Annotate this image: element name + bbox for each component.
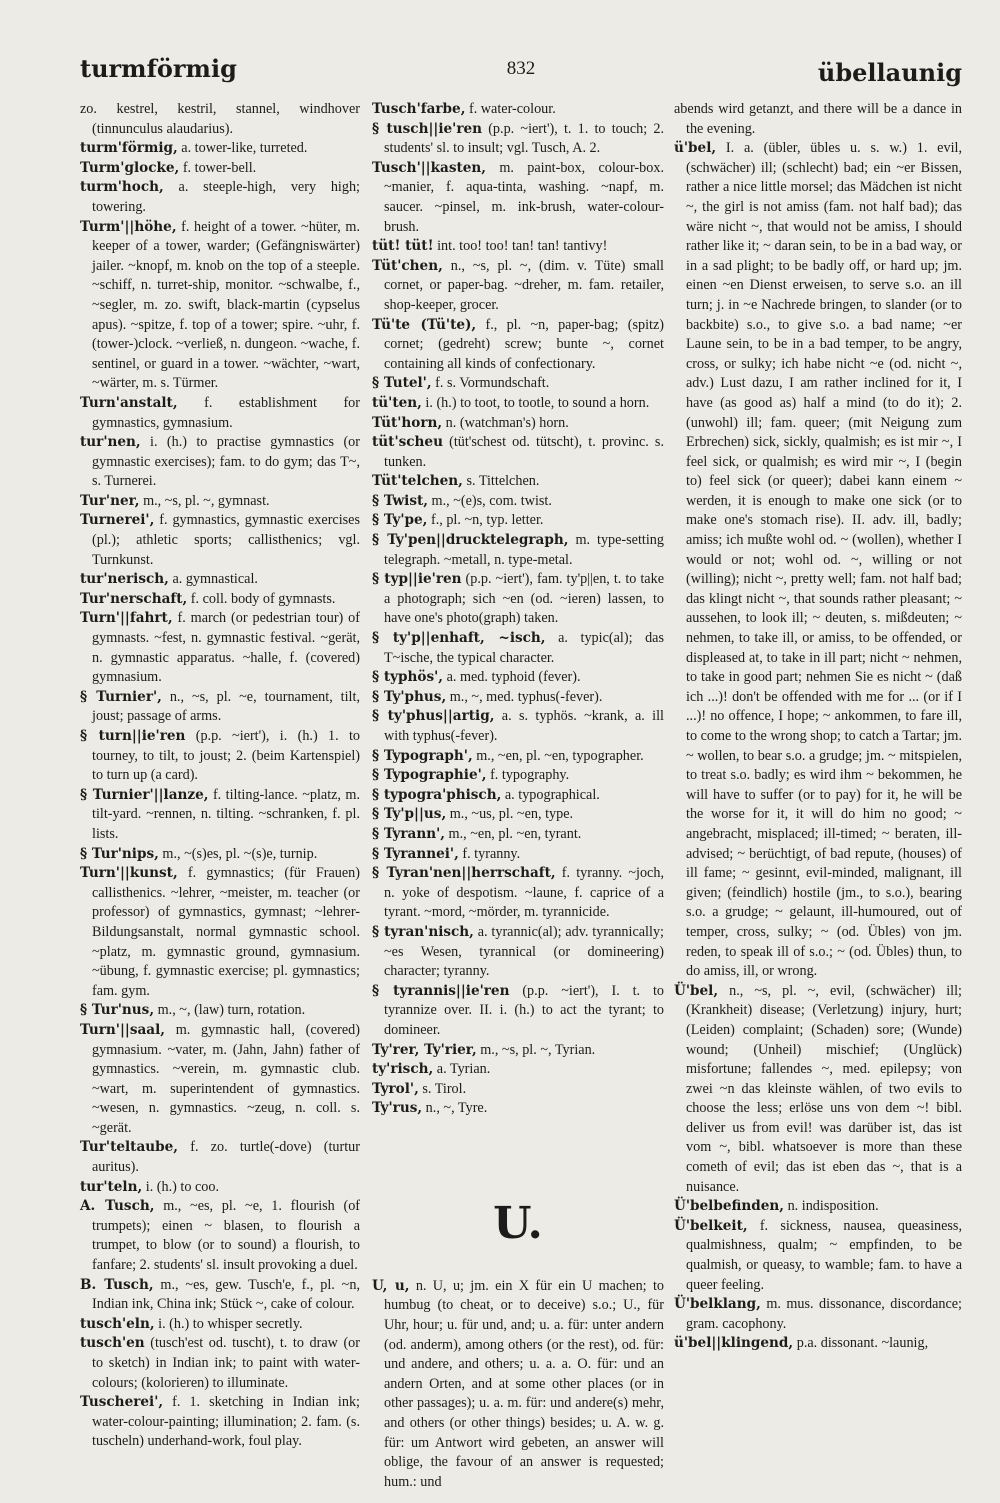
- dictionary-entry: [80, 159, 360, 179]
- entry-definition: m., ~, (law) turn, rotation.: [157, 1002, 306, 1019]
- entry-definition: f. water-colour.: [468, 101, 556, 117]
- dictionary-entry: [80, 688, 360, 727]
- entry-headword: Tüt'telchen,: [372, 473, 463, 490]
- entry-definition: m., ~en, pl. ~en, tyrant.: [448, 825, 582, 842]
- dictionary-entry: [674, 1295, 962, 1334]
- entry-definition: f. coll. body of gymnasts.: [190, 590, 336, 607]
- dictionary-entry: [372, 100, 664, 120]
- entry-definition: m., ~(s)es, pl. ~(s)e, turnip.: [162, 845, 318, 862]
- entry-headword: § turn||ie'ren: [80, 728, 186, 744]
- entry-definition: m. type-setting telegraph. ~metall, n. type-metal.: [384, 532, 664, 568]
- entry-definition: a. s. typhös. ~krank, a. ill with typhus(-fever).: [384, 708, 664, 744]
- entry-definition: n. U, u; jm. ein X für ein U machen; to humbug (to cheat, or to deceive) s.o.; U., für Uhr, hour; u. für und, and; u. a. für: unter andern (od. anderm), among others (or the rest), od. für: und andere, and others; u. a. a. O. für: und an andern Orten, and at some other places (or in other passages); u. a. m. für: und andere(s) mehr, and others (or other things) besides; u. A. w. g. für: um Antwort wird gebeten, an answer will oblige, the favour of an answer is requested; hum.: und: [384, 1277, 664, 1490]
- dictionary-entry: [372, 374, 664, 394]
- entry-headword: § Turnier'||lanze,: [80, 786, 209, 803]
- dictionary-entry: [80, 1334, 360, 1393]
- entry-definition: n., ~, Tyre.: [425, 1100, 488, 1117]
- entry-headword: U, u,: [372, 1277, 410, 1294]
- dictionary-entry: [674, 1217, 962, 1295]
- entry-definition: n. (watchman's) horn.: [445, 414, 569, 431]
- running-header: [80, 52, 962, 92]
- entry-definition: zo. kestrel, kestril, stannel, windhover (tinnunculus alaudarius).: [80, 101, 360, 137]
- entry-headword: Tü'te (Tü'te),: [372, 316, 477, 333]
- entry-definition: s. Tittelchen.: [466, 473, 540, 490]
- entry-definition: a. gymnastical.: [172, 571, 258, 588]
- dictionary-entry: [80, 727, 360, 786]
- entry-definition: f., pl. ~n, typ. letter.: [430, 512, 544, 529]
- entry-definition: m. gymnastic hall, (covered) gymnasium. ~vater, m. (Jahn, Jahn) father of gymnastics. ~verein, m. gymnastic club. ~wart, m. superintendent of gymnastics. ~wesen, n. gymnastics. ~zeug, n. coll. s. ~gerät.: [92, 1021, 360, 1136]
- entry-headword: Turn'anstalt,: [80, 394, 178, 411]
- dictionary-entry: [80, 609, 360, 687]
- entry-definition: f. typography.: [490, 767, 570, 784]
- dictionary-entry: [372, 707, 664, 746]
- dictionary-entry: [674, 1197, 962, 1217]
- entry-headword: ü'bel||klingend,: [674, 1335, 794, 1352]
- entry-headword: § tyrannis||ie'ren: [372, 982, 510, 999]
- entry-definition: f. gymnastics; (für Frauen) callisthenics. ~lehrer, ~meister, m. teacher (or professor) of gymnastics, gymnast; ~lehrer-Bildungsanstalt, normal gymnastic school. ~platz, m. gymnastic ground, gymnasium. ~übung, f. gymnastic exercise; pl. gymnastics; fam. gym.: [92, 865, 360, 999]
- entry-headword: Turn'||fahrt,: [80, 610, 173, 627]
- entry-headword: § typogra'phisch,: [372, 786, 502, 803]
- entry-definition: f. march (or pedestrian tour) of gymnasts. ~fest, n. gymnastic festival. ~gerät, n. gymnastic apparatus. ~halle, f. (covered) gymnasium.: [92, 610, 361, 686]
- entry-definition: f. height of a tower. ~hüter, m. keeper of a tower, warder; (Gefängniswärter) jailer. ~knopf, m. knob on the top of a steeple. ~schiff, n. turret-ship, monitor. ~schwalbe, f., ~segler, m. zo. swift, black-martin (cypselus apus). ~spitze, f. top of a tower; spire. ~uhr, f. (tower-)clock. ~verließ, n. dungeon. ~wache, f. sentinel, or guard in a tower. ~wächter, ~wart, ~wärter, m. s. Türmer.: [92, 218, 360, 392]
- dictionary-entry: [80, 394, 360, 433]
- entry-headword: § Twist,: [372, 492, 428, 509]
- entry-definition: f. 1. sketching in Indian ink; water-colour-painting; illumination; 2. fam. (s. tuscheln) underhand-work, foul play.: [92, 1394, 360, 1450]
- dictionary-entry: [372, 825, 664, 845]
- entry-headword: tüt'scheu: [372, 434, 443, 451]
- entry-headword: § ty'phus||artig,: [372, 708, 495, 725]
- entry-definition: a. Tyrian.: [436, 1061, 491, 1078]
- entry-definition: (tusch'est od. tuscht), t. to draw (or to sketch) in Indian ink; to paint with water-colours; (kolorieren) to illuminate.: [92, 1335, 361, 1391]
- dictionary-entry: [372, 982, 664, 1041]
- entry-headword: Ty'rer, Ty'rier,: [372, 1041, 477, 1058]
- dictionary-entry: [372, 237, 664, 257]
- entry-headword: § Tur'nips,: [80, 845, 159, 862]
- page-number: 832: [506, 58, 536, 79]
- entry-headword: Ü'belkeit,: [674, 1217, 748, 1234]
- dictionary-entry: [372, 570, 664, 629]
- entry-headword: Tusch'||kasten,: [372, 159, 487, 176]
- entry-definition: i. (h.) to practise gymnastics (or gymnastic exercises); fam. to do gym; das T~, s. Turnerei.: [92, 434, 360, 490]
- dictionary-entry: [372, 414, 664, 434]
- dictionary-entry: [80, 590, 360, 610]
- dictionary-entry: [372, 511, 664, 531]
- dictionary-entry: [80, 1178, 360, 1198]
- dictionary-entry: [372, 472, 664, 492]
- entry-definition: (tüt'schest od. tütscht), t. provinc. s. tunken.: [384, 434, 664, 470]
- entry-headword: Tur'ner,: [80, 492, 140, 509]
- column-middle: [372, 100, 664, 1490]
- section-letter-heading: U.: [493, 1197, 543, 1249]
- entry-headword: Tyrol',: [372, 1080, 419, 1097]
- entry-definition: (p.p. ~iert'), fam. ty'p||en, t. to take a photograph; sich ~en (od. ~ieren) lassen, to have one's photo(graph) taken.: [384, 571, 664, 627]
- entry-definition: f. s. Vormundschaft.: [435, 375, 550, 392]
- entry-definition: a. tyrannic(al); adv. tyrannically; ~es Wesen, tyrannical (or domineering) character; tyranny.: [384, 923, 664, 980]
- entry-headword: § Ty'p||us,: [372, 806, 447, 823]
- entry-definition: f. zo. turtle(-dove) (turtur auritus).: [92, 1139, 360, 1176]
- dictionary-entry: [80, 139, 360, 159]
- dictionary-entry: [372, 747, 664, 767]
- column-left: [80, 100, 360, 1480]
- entry-headword: tur'teln,: [80, 1178, 143, 1195]
- entry-headword: § Tyrann',: [372, 825, 445, 842]
- entry-definition: abends wird getanzt, and there will be a dance in the evening.: [674, 101, 962, 137]
- entry-headword: Ü'bel,: [674, 982, 719, 999]
- dictionary-entry: [372, 1099, 664, 1119]
- entry-definition: m., ~s, pl. ~, Tyrian.: [480, 1041, 596, 1058]
- entry-definition: m. paint-box, colour-box. ~manier, f. aqua-tinta, washing. ~napf, m. saucer. ~pinsel, m. ink-brush, water-colour-brush.: [384, 159, 664, 235]
- entry-definition: a. steeple-high, very high; towering.: [92, 179, 360, 215]
- entry-headword: § Ty'pen||drucktelegraph,: [372, 532, 569, 549]
- dictionary-entry: [80, 1001, 360, 1021]
- entry-headword: Tüt'chen,: [372, 257, 443, 274]
- entry-definition: n. indisposition.: [787, 1198, 879, 1215]
- entry-definition: (p.p. ~iert'), t. 1. to touch; 2. students' sl. to insult; vgl. Tusch, A. 2.: [384, 120, 664, 157]
- dictionary-entry: [372, 316, 664, 375]
- dictionary-entry: [80, 1197, 360, 1275]
- entry-definition: i. (h.) to coo.: [145, 1178, 220, 1195]
- dictionary-entry: [372, 1277, 664, 1493]
- entry-headword: Turm'glocke,: [80, 159, 180, 176]
- dictionary-entry: [80, 1315, 360, 1335]
- entry-headword: Tusch'farbe,: [372, 101, 466, 117]
- entry-headword: § typ||ie'ren: [372, 571, 462, 588]
- column-right: [674, 100, 962, 1490]
- dictionary-entry: [372, 923, 664, 982]
- entry-headword: ü'bel,: [674, 140, 717, 157]
- entry-definition: f. gymnastics, gymnastic exercises (pl.); athletic sports; callisthenics; vgl. Turnkunst.: [92, 512, 361, 568]
- entry-headword: Turn'||saal,: [80, 1021, 166, 1038]
- entry-headword: tur'nen,: [80, 434, 141, 451]
- dictionary-entry: [80, 1276, 360, 1315]
- entry-headword: § Ty'pe,: [372, 512, 428, 529]
- dictionary-entry: [674, 100, 962, 139]
- dictionary-entry: [674, 1334, 962, 1354]
- dictionary-entry: [372, 805, 664, 825]
- entry-headword: § tusch||ie'ren: [372, 120, 483, 137]
- entry-headword: Tur'nerschaft,: [80, 590, 188, 607]
- entry-headword: § Tutel',: [372, 375, 432, 392]
- dictionary-entry: [372, 120, 664, 159]
- entry-headword: Turnerei',: [80, 512, 155, 529]
- entry-definition: m., ~es, pl. ~e, 1. flourish (of trumpets); einen ~ blasen, to flourish a trumpet, to blow (or to sound) a flourish, to fanfare; 2. students' sl. insult provoking a duel.: [92, 1198, 361, 1274]
- entry-headword: Turm'||höhe,: [80, 218, 177, 235]
- entry-definition: a. med. typhoid (fever).: [446, 669, 581, 686]
- entry-definition: a. typographical.: [504, 786, 600, 803]
- entry-headword: § Typographie',: [372, 767, 487, 784]
- dictionary-entry: [80, 433, 360, 492]
- entry-definition: s. Tirol.: [422, 1080, 467, 1097]
- entry-definition: m., ~us, pl. ~en, type.: [449, 806, 574, 823]
- entry-definition: m., ~s, pl. ~, gymnast.: [143, 492, 270, 509]
- entry-definition: n., ~s, pl. ~e, tournament, tilt, joust; passage of arms.: [92, 688, 360, 725]
- entry-definition: m., ~es, gew. Tusch'e, f., pl. ~n, Indian ink, China ink; Stück ~, cake of colour.: [92, 1276, 360, 1313]
- dictionary-entry: [80, 570, 360, 590]
- dictionary-entry: [372, 668, 664, 688]
- entry-headword: B. Tusch,: [80, 1276, 154, 1293]
- entry-definition: f. tilting-lance. ~platz, m. tilt-yard. ~rennen, n. tilting. ~schranken, f. pl. lists.: [92, 786, 360, 842]
- entry-definition: I. a. (übler, übles u. s. w.) 1. evil, (schwächer) ill; (schlecht) bad; ein ~er Bissen, rather a nice little morsel; das Mädchen ist nicht ~, the girl is not amiss (fam. not half bad); das wäre nicht ~, that would not be amiss, I should rather like it; ~ daran sein, to be in a bad way, or in a sad plight; to be badly off, or hard up; jm. einen ~en Dienst erweisen, to serve s.o. an ill turn; j. in ~e Nachrede bringen, to slander (or to backbite) s.o., to give s.o. a bad name; ~er Laune sein, to be in a bad temper, to be angry, cross, or sulky; ich habe nicht ~e (od. nicht ~, adv.) Lust dazu, I am rather inclined for it, I have (as good as) half a mind (to do it); 2. (unwohl) ill; fam. queer; (mit Neigung zum Erbrechen) sick, sickly, qualmish; es ist mir ~, I feel sick, or qualmish; es wird mir ~, I (begin to) feel sick (or queer); dabei kann einem ~ werden, it is enough to make one sick (or to make one's stomach rise). II. adv. ill, badly; amiss; ich mußte wohl od. ~ (wollen), whether I would or not; wohl od. ~, willing or not (willing); nicht ~, pretty well; fam. not half bad; das klingt nicht ~, that sounds rather pleasant; ~ aussehen, to look ill; ~ deuten, s. mißdeuten; ~ nehmen, to take ill, or amiss, to be offended, or displeased at, to take in ill part; nicht ~ nehmen, to take in good part; nehmen Sie es nicht ~ (daß ich ...)! don't be offended with me for ... (or if I ...)! no offence, I hope; ~ ankommen, to fare ill, to come to the wrong shop; to catch a Tartar; jm. ~ wollen, to bear s.o. a grudge; jm. ~ mitspielen, to treat s.o. badly; es wird ihm ~ bekommen, he will have to suffer (or to pay) for it, he will be the worse for it, it will do him no good; ~ angebracht, misplaced; ill-timed; ~ beraten, ill-advised; ~ berüchtigt, of bad repute, (houses) of ill fame; ~ gesinnt, evil-minded, malignant, ill given; (feindlich) hostile (jm., to s.o.), bearing s.o. a grudge; ~ gelaunt, ill-humoured, out of temper, cross, sulky; ~ (od. Übles) von jm. reden, to speak ill of s.o.; ~ (od. Übles) thun, to do amiss, ill, or wrong.: [686, 140, 963, 980]
- dictionary-entry: [372, 1080, 664, 1100]
- entry-definition: f. tyranny.: [462, 845, 521, 862]
- entry-headword: tur'nerisch,: [80, 571, 169, 588]
- entry-headword: ty'risch,: [372, 1061, 434, 1078]
- dictionary-entry: [372, 394, 664, 414]
- entry-headword: § Tyran'nen||herrschaft,: [372, 865, 556, 882]
- dictionary-entry: [80, 178, 360, 217]
- entry-headword: § Tur'nus,: [80, 1002, 155, 1019]
- entry-headword: § Turnier',: [80, 688, 162, 705]
- entry-headword: tusch'eln,: [80, 1315, 155, 1332]
- dictionary-entry: [80, 864, 360, 1001]
- entry-definition: m. mus. dissonance, discordance; gram. cacophony.: [686, 1296, 962, 1332]
- entry-headword: § typhös',: [372, 669, 444, 686]
- entry-headword: § Tyrannei',: [372, 845, 459, 862]
- entry-definition: int. too! too! tan! tan! tantivy!: [437, 238, 608, 255]
- entry-definition: f. sickness, nausea, queasiness, qualmishness, qualm; ~ empfinden, to be qualmish, or queasy, to wamble; fam. to have a queer feeling.: [686, 1217, 962, 1293]
- entry-headword: tüt! tüt!: [372, 238, 434, 255]
- entry-definition: m., ~en, pl. ~en, typographer.: [476, 747, 644, 764]
- dictionary-entry: [372, 845, 664, 865]
- entry-definition: i. (h.) to toot, to tootle, to sound a horn.: [425, 394, 650, 411]
- dictionary-entry: [372, 688, 664, 708]
- entry-headword: Turn'||kunst,: [80, 865, 178, 882]
- entry-definition: f. tower-bell.: [182, 159, 257, 176]
- entry-headword: Ü'belbefinden,: [674, 1198, 785, 1215]
- dictionary-entry: [372, 629, 664, 668]
- entry-headword: § Ty'phus,: [372, 688, 447, 705]
- entry-headword: Ü'belklang,: [674, 1296, 761, 1313]
- entry-headword: § tyran'nisch,: [372, 923, 474, 940]
- dictionary-entry: [80, 1138, 360, 1177]
- dictionary-entry: [80, 511, 360, 570]
- entry-headword: Tuscherei',: [80, 1394, 164, 1411]
- entry-definition: a. typic(al); das T~ische, the typical character.: [384, 630, 664, 666]
- dictionary-entry: [80, 1393, 360, 1452]
- entry-definition: f. tyranny. ~joch, n. yoke of despotism. ~laune, f. caprice of a tyrant. ~mord, ~mörder, m. tyrannicide.: [384, 865, 664, 921]
- entry-definition: (p.p. ~iert'), I. t. to tyrannize over. II. i. (h.) to act the tyrant; to domineer.: [384, 982, 664, 1038]
- entry-definition: n., ~s, pl. ~, (dim. v. Tüte) small cornet, or paper-bag. ~dreher, m. fam. retailer, shop-keeper, grocer.: [384, 257, 664, 313]
- entry-definition: n., ~s, pl. ~, evil, (schwächer) ill; (Krankheit) disease; (Verletzung) injury, hurt; (Leiden) complaint; (Schaden) sore; (Wunde) wound; (Unheil) mischief; (Unglück) misfortune; fallendes ~, med. epilepsy; von zwei ~n das kleinste wählen, of two evils to choose the less; erlöse uns von dem ~! bibl. deliver us from evil! was darüber ist, das ist vom ~, bibl. whatsoever is more than these cometh of evil; das ist eben das ~, that is a nuisance.: [686, 982, 962, 1195]
- entry-definition: f., pl. ~n, paper-bag; (spitz) cornet; (gedreht) screw; bunte ~, cornet containing all kinds of confectionary.: [384, 316, 664, 372]
- entry-headword: tü'ten,: [372, 394, 422, 411]
- dictionary-entry: [372, 1060, 664, 1080]
- dictionary-entry: [80, 218, 360, 394]
- entry-headword: turm'hoch,: [80, 179, 164, 196]
- dictionary-entry: [80, 492, 360, 512]
- entry-definition: i. (h.) to whisper secretly.: [158, 1315, 303, 1332]
- dictionary-entry: [372, 257, 664, 316]
- entry-definition: m., ~, med. typhus(-fever).: [449, 688, 603, 705]
- dictionary-entry: [372, 1041, 664, 1061]
- entry-headword: Ty'rus,: [372, 1100, 423, 1117]
- dictionary-entry: [372, 864, 664, 923]
- entry-headword: turm'förmig,: [80, 140, 178, 157]
- dictionary-entry: [80, 1021, 360, 1139]
- dictionary-entry: [80, 845, 360, 865]
- entry-headword: Tur'teltaube,: [80, 1139, 179, 1156]
- entry-headword: § ty'p||enhaft, ~isch,: [372, 630, 546, 647]
- dictionary-entry: [372, 159, 664, 237]
- dictionary-entry: [80, 100, 360, 139]
- entry-definition: (p.p. ~iert'), i. (h.) 1. to tourney, to tilt, to joust; 2. (beim Kartenspiel) to turn up (a card).: [92, 728, 361, 784]
- dictionary-entry: [372, 786, 664, 806]
- entry-headword: tusch'en: [80, 1335, 145, 1352]
- entry-headword: § Typograph',: [372, 747, 473, 764]
- entry-definition: m., ~(e)s, com. twist.: [431, 492, 552, 509]
- entry-headword: Tüt'horn,: [372, 414, 443, 431]
- dictionary-entry: [372, 531, 664, 570]
- entry-definition: p.a. dissonant. ~launig,: [796, 1335, 929, 1352]
- header-last-word: übellaunig: [817, 58, 962, 87]
- dictionary-entry: [674, 982, 962, 1198]
- entry-definition: a. tower-like, turreted.: [181, 140, 308, 157]
- entry-headword: A. Tusch,: [80, 1198, 155, 1215]
- dictionary-entry: [372, 433, 664, 472]
- dictionary-entry: [80, 786, 360, 845]
- dictionary-entry: [372, 492, 664, 512]
- dictionary-entry: [372, 766, 664, 786]
- entry-definition: f. establishment for gymnastics, gymnasium.: [92, 394, 360, 431]
- header-first-word: turmförmig: [80, 54, 237, 83]
- dictionary-entry: [674, 139, 962, 982]
